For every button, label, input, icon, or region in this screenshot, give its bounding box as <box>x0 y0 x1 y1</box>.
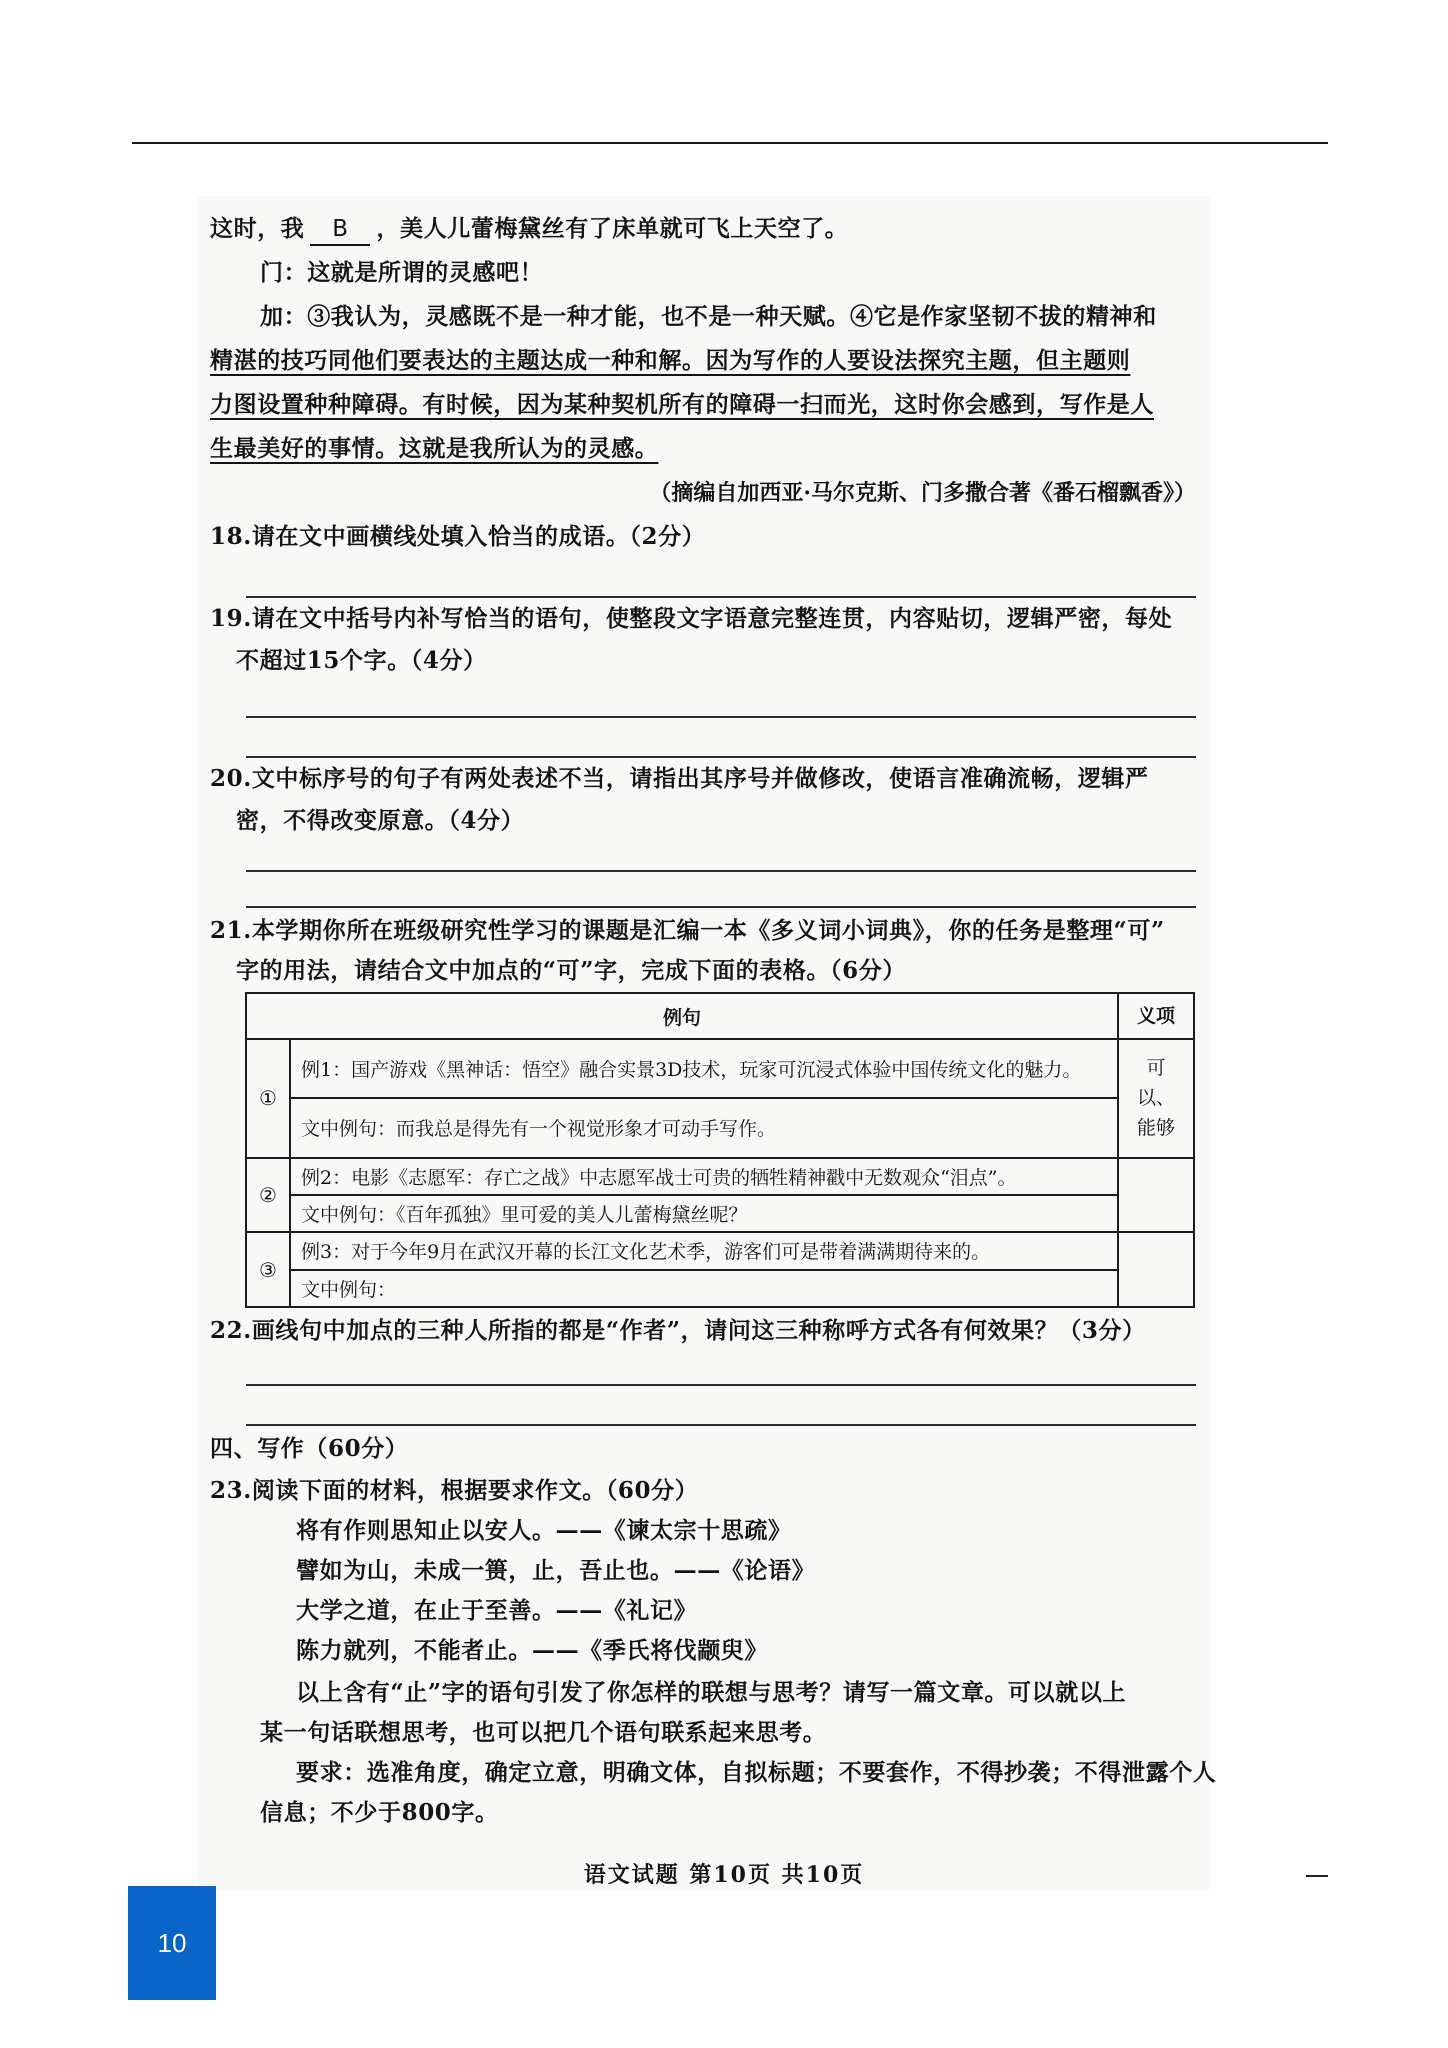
question-19-line-2: 不超过15个字。（4分） <box>236 647 487 674</box>
table-header-row <box>246 993 1194 1039</box>
text-example-sentence: 文中例句：而我总是得先有一个视觉形象才可动手写作。 <box>290 1098 1118 1157</box>
passage-line-2: 门：这就是所谓的灵感吧！ <box>260 259 544 286</box>
text-example-sentence[interactable]: 文中例句： <box>290 1270 1118 1307</box>
answer-line-19b[interactable] <box>246 756 1196 758</box>
top-rule <box>132 142 1328 144</box>
answer-line-18[interactable] <box>246 596 1196 598</box>
passage-line-1-end: ，美人儿蕾梅黛丝有了床单就可飞上天空了。 <box>376 215 849 242</box>
header-example: 例句 <box>246 993 1118 1039</box>
question-19-line-1: 19.请在文中括号内补写恰当的语句，使整段文字语意完整连贯，内容贴切，逻辑严密，每处 <box>210 605 1173 632</box>
page-number-badge: 10 <box>128 1886 216 2000</box>
passage-line-1 <box>210 214 848 246</box>
table-row <box>246 1158 1194 1195</box>
quote-1: 将有作则思知止以安人。——《谏太宗十思疏》 <box>296 1517 792 1544</box>
text-example-sentence: 文中例句：《百年孤独》里可爱的美人儿蕾梅黛丝呢？ <box>290 1195 1118 1232</box>
passage-line-6 <box>210 434 658 464</box>
question-20-line-1: 20.文中标序号的句子有两处表述不当，请指出其序号并做修改，使语言准确流畅，逻辑严 <box>210 765 1149 792</box>
question-18: 18.请在文中画横线处填入恰当的成语。（2分） <box>210 523 706 550</box>
header-meaning: 义项 <box>1118 993 1194 1039</box>
example-sentence: 例2：电影《志愿军：存亡之战》中志愿军战士可贵的牺牲精神戳中无数观众“泪点”。 <box>290 1158 1118 1195</box>
corner-dash <box>1306 1875 1328 1877</box>
passage-line-4: 精湛的技巧同他们要表达的主题达成一种和解。因为写作的人要设法探究主题，但主题则 <box>210 347 1131 374</box>
table-row <box>246 1270 1194 1307</box>
row-number: ② <box>246 1158 290 1233</box>
row-number: ① <box>246 1039 290 1158</box>
table-row <box>246 1039 1194 1098</box>
example-sentence: 例1：国产游戏《黑神话：悟空》融合实景3D技术，玩家可沉浸式体验中国传统文化的魅力。 <box>290 1039 1118 1098</box>
answer-line-19a[interactable] <box>246 716 1196 718</box>
answer-line-20a[interactable] <box>246 870 1196 872</box>
row-number: ③ <box>246 1232 290 1307</box>
table-row <box>246 1195 1194 1232</box>
question-21-line-1: 21.本学期你所在班级研究性学习的课题是汇编一本《多义词小词典》，你的任务是整理“可” <box>210 917 1165 944</box>
section-4-title: 四、写作（60分） <box>210 1435 409 1462</box>
question-22: 22.画线句中加点的三种人所指的都是“作者”，请问这三种称呼方式各有何效果？（3分） <box>210 1317 1146 1344</box>
requirement-line-1: 要求：选准角度，确定立意，明确文体，自拟标题；不要套作，不得抄袭；不得泄露个人 <box>296 1759 1217 1786</box>
answer-line-22b[interactable] <box>246 1424 1196 1426</box>
answer-line-20b[interactable] <box>246 906 1196 908</box>
prompt-line-2: 某一句话联想思考，也可以把几个语句联系起来思考。 <box>260 1719 827 1746</box>
quote-2: 譬如为山，未成一篑，止，吾止也。——《论语》 <box>296 1557 816 1584</box>
passage-line-5: 力图设置种种障碍。有时候，因为某种契机所有的障碍一扫而光，这时你会感到，写作是人 <box>210 391 1154 418</box>
meaning-cell[interactable] <box>1118 1158 1194 1233</box>
quote-3: 大学之道，在止于至善。——《礼记》 <box>296 1597 698 1624</box>
passage-line-6-text: 生最美好的事情。这就是我所认为的灵感。 <box>210 435 659 462</box>
example-sentence: 例3：对于今年9月在武汉开幕的长江文化艺术季，游客们可是带着满满期待来的。 <box>290 1232 1118 1269</box>
passage-line-1-start: 这时，我 <box>210 215 305 242</box>
prompt-line-1: 以上含有“止”字的语句引发了你怎样的联想与思考？请写一篇文章。可以就以上 <box>296 1679 1127 1706</box>
question-21-line-2: 字的用法，请结合文中加点的“可”字，完成下面的表格。（6分） <box>236 957 906 984</box>
table-row <box>246 1098 1194 1157</box>
requirement-line-2: 信息；不少于800字。 <box>260 1799 499 1826</box>
question-20-line-2: 密，不得改变原意。（4分） <box>236 807 525 834</box>
quote-4: 陈力就列，不能者止。——《季氏将伐颛臾》 <box>296 1637 768 1664</box>
meaning-cell[interactable]: 可以、能够 <box>1118 1039 1194 1158</box>
question-23-title: 23.阅读下面的材料，根据要求作文。（60分） <box>210 1477 699 1504</box>
word-usage-table <box>245 992 1195 1308</box>
meaning-cell[interactable] <box>1118 1232 1194 1307</box>
passage-line-3: 加：③我认为，灵感既不是一种才能，也不是一种天赋。④它是作家坚韧不拔的精神和 <box>260 303 1157 330</box>
table-row <box>246 1232 1194 1269</box>
fill-blank-answer: B <box>310 214 370 246</box>
passage-source: （摘编自加西亚·马尔克斯、门多撒合著《番石榴飘香》） <box>649 480 1196 506</box>
answer-line-22a[interactable] <box>246 1384 1196 1386</box>
page-footer: 语文试题 第10页 共10页 <box>583 1862 865 1888</box>
